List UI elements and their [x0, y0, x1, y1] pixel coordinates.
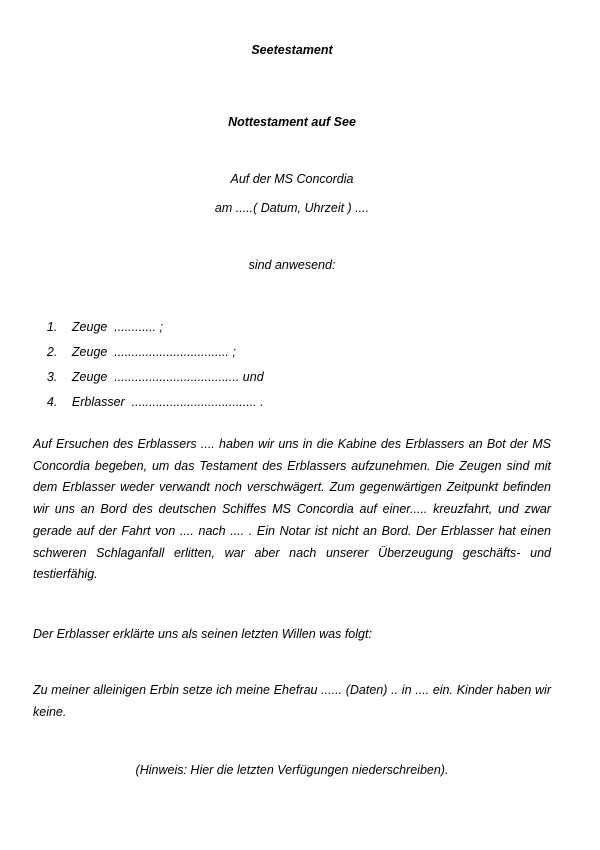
participant-number: 2. [46, 345, 58, 359]
declaration-line: Der Erblasser erklärte uns als seinen letzten Willen was folgt: [33, 627, 372, 641]
hint-line: (Hinweis: Hier die letzten Verfügungen niederschreiben). [135, 763, 449, 777]
ship-line: Auf der MS Concordia [230, 172, 354, 186]
document-subtitle: Nottestament auf See [228, 115, 356, 129]
participant-number: 4. [46, 395, 58, 409]
participant-text: Erblasser .................................... . [71, 395, 264, 409]
participant-text: Zeuge .................................... und [71, 370, 264, 384]
date-line: am .....( Datum, Uhrzeit ) .... [214, 201, 370, 215]
testament-paragraph: Auf Ersuchen des Erblassers .... haben wir uns in die Kabine des Erblassers an Bot der MS Concordia begeben, um das Testament des Erblassers aufzunehmen. Die Zeugen sind mit dem Erblasser weder verwandt noch verschwägert. Zum gegenwärtigen Zeitpunkt befinden wir uns an Bord des deutschen Schiffes MS Concordia auf einer..... kreuzfahrt, und zwar gerade auf der Fahrt von .... nach .... . Ein Notar ist nicht an Bord. Der Erblasser hat einen schweren Schlaganfall erlitten, war aber nach unserer Überzeugung geschäfts- und testierfähig. [33, 437, 551, 582]
document-title: Seetestament [251, 43, 333, 57]
participant-text: Zeuge ............ ; [71, 320, 163, 334]
participant-number: 1. [46, 320, 58, 334]
participant-text: Zeuge ................................. ; [71, 345, 236, 359]
participant-item [33, 381, 264, 423]
participant-number: 3. [46, 370, 58, 384]
inheritance-paragraph: Zu meiner alleinigen Erbin setze ich meine Ehefrau ...... (Daten) .. in .... ein. Kinder haben wir keine. [33, 683, 551, 719]
present-line: sind anwesend: [248, 258, 336, 272]
